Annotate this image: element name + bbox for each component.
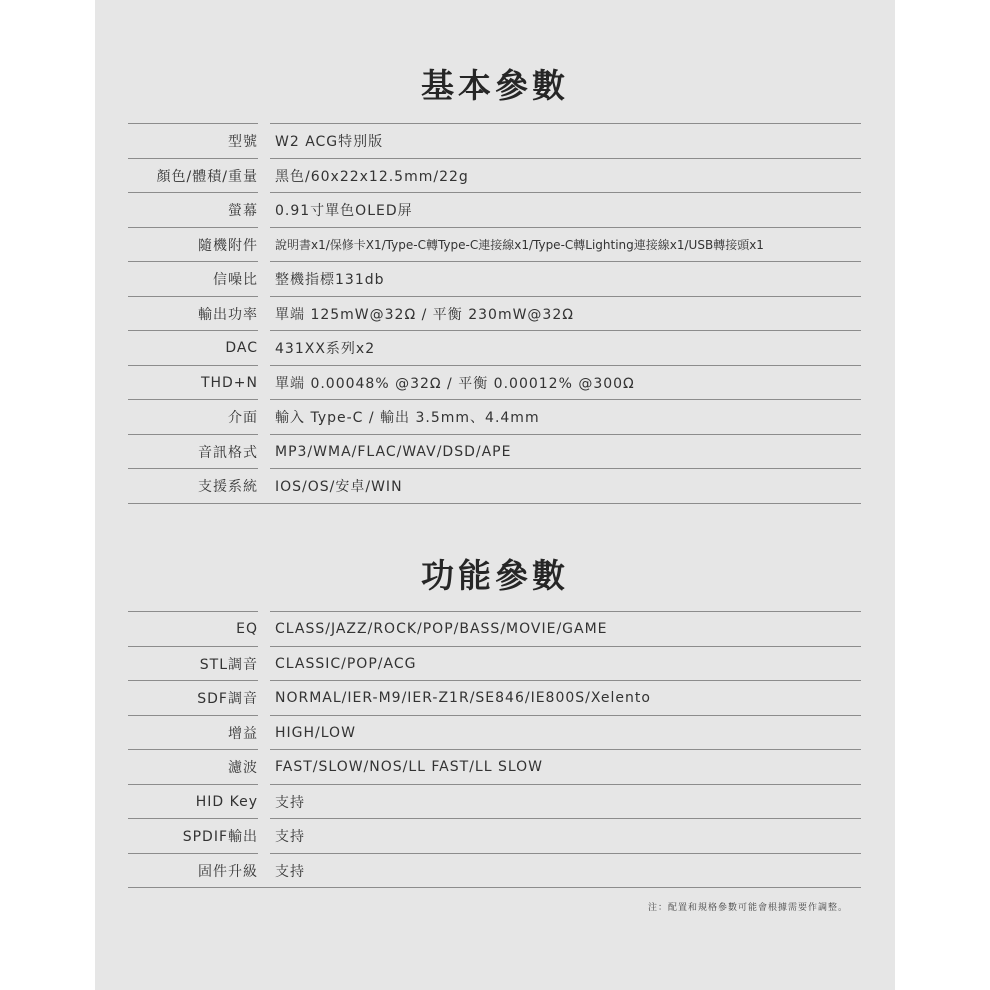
row-label: 輸出功率 [128,296,258,332]
row-value: CLASS/JAZZ/ROCK/POP/BASS/MOVIE/GAME [270,611,861,647]
footnote: 注：配置和規格參數可能會根據需要作調整。 [647,903,848,913]
row-label: 顏色/體積/重量 [128,158,258,194]
row-label: SDF調音 [128,680,258,716]
table-row [128,365,861,400]
row-label: 支援系統 [128,468,258,504]
row-label: HID Key [128,784,258,820]
table-row [128,818,861,853]
function-params-table [128,611,861,887]
row-value: W2 ACG特別版 [270,123,861,159]
row-label: 介面 [128,399,258,435]
row-value: 支持 [270,853,861,889]
table-row [128,123,861,158]
table-row [128,158,861,193]
row-label: 型號 [128,123,258,159]
table-row [128,468,861,503]
table-row [128,192,861,227]
row-value: HIGH/LOW [270,715,861,751]
table-row [128,261,861,296]
row-label: 增益 [128,715,258,751]
row-label: 隨機附件 [128,227,258,263]
row-label: DAC [128,330,258,366]
row-label: 信噪比 [128,261,258,297]
table-bottom-divider [128,887,861,888]
row-value: 整機指標131db [270,261,861,297]
row-value: 黑色/60x22x12.5mm/22g [270,158,861,194]
row-value: NORMAL/IER-M9/IER-Z1R/SE846/IE800S/Xelento [270,680,861,716]
row-label: EQ [128,611,258,647]
row-value: FAST/SLOW/NOS/LL FAST/LL SLOW [270,749,861,785]
row-value: CLASSIC/POP/ACG [270,646,861,682]
table-row [128,853,861,888]
table-row [128,646,861,681]
table-row [128,330,861,365]
row-label: SPDIF輸出 [128,818,258,854]
row-value: 輸入 Type-C / 輸出 3.5mm、4.4mm [270,399,861,435]
table-row [128,749,861,784]
row-value: 0.91寸單色OLED屏 [270,192,861,228]
table-row [128,611,861,646]
table-bottom-divider [128,503,861,504]
table-row [128,399,861,434]
row-label: 螢幕 [128,192,258,228]
row-value: IOS/OS/安卓/WIN [270,468,861,504]
function-params-title: 功能參數 [421,556,569,595]
row-value: 說明書x1/保修卡X1/Type-C轉Type-C連接線x1/Type-C轉Lighting連接線x1/USB轉接頭x1 [270,227,861,263]
row-value: 單端 0.00048% @32Ω / 平衡 0.00012% @300Ω [270,365,861,401]
row-value: 支持 [270,784,861,820]
row-value: 431XX系列x2 [270,330,861,366]
table-row [128,227,861,262]
row-label: 音訊格式 [128,434,258,470]
row-label: THD+N [128,365,258,401]
table-row [128,784,861,819]
basic-params-title: 基本參數 [421,66,569,105]
table-row [128,715,861,750]
row-value: 支持 [270,818,861,854]
table-row [128,296,861,331]
basic-params-table [128,123,861,503]
row-label: STL調音 [128,646,258,682]
table-row [128,680,861,715]
row-value: MP3/WMA/FLAC/WAV/DSD/APE [270,434,861,470]
row-label: 固件升級 [128,853,258,889]
row-value: 單端 125mW@32Ω / 平衡 230mW@32Ω [270,296,861,332]
row-label: 濾波 [128,749,258,785]
table-row [128,434,861,469]
